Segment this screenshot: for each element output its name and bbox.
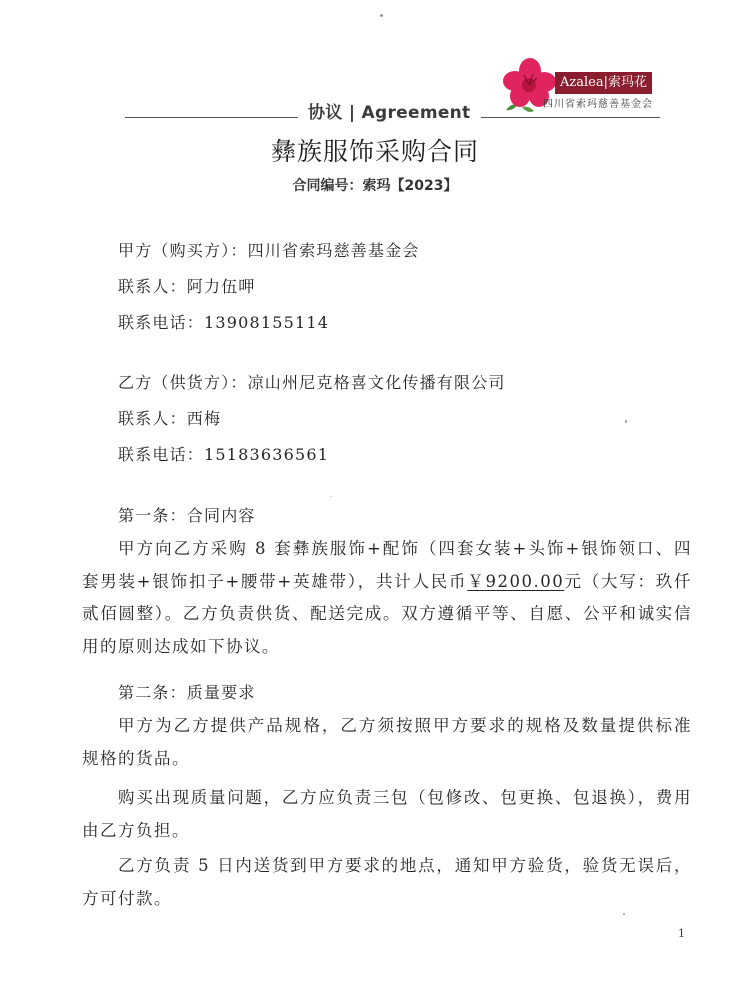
party-b-contact: 联系人：西梅 <box>118 409 222 428</box>
article2-para2: 购买出现质量问题，乙方应负责三包（包修改、包更换、包退换），费用由乙方负担。 <box>82 788 692 840</box>
contract-amount: ￥9200.00 <box>467 571 565 591</box>
party-a-name: 甲方（购买方）：四川省索玛慈善基金会 <box>118 241 420 260</box>
article1-heading: 第一条：合同内容 <box>118 506 256 525</box>
party-b-name: 乙方（供货方）：凉山州尼克格喜文化传播有限公司 <box>118 373 506 392</box>
logo-brand-text: Azalea|索玛花 <box>555 72 652 94</box>
party-b-phone: 联系电话：15183636561 <box>118 445 330 464</box>
logo-org-text: 四川省索玛慈善基金会 <box>543 99 653 110</box>
scan-speck <box>380 14 383 17</box>
article2-para1: 甲方为乙方提供产品规格，乙方须按照甲方要求的规格及数量提供标准规格的货品。 <box>82 716 692 768</box>
article1-body <box>82 533 692 663</box>
document-title: 彝族服饰采购合同 <box>270 137 479 166</box>
article1-text-before: 甲方向乙方采购 8 套彝族服饰+配饰（四套女装+头饰+银饰领口、四套男装+银饰扣子+腰带+英雄带），共计人民币 <box>82 539 692 591</box>
scan-speck <box>623 913 625 915</box>
party-a-phone: 联系电话：13908155114 <box>118 313 330 332</box>
party-a-contact: 联系人：阿力伍呷 <box>118 277 256 296</box>
agreement-label: 协议 | Agreement <box>298 100 481 126</box>
scan-speck <box>625 420 627 423</box>
article2-heading: 第二条：质量要求 <box>118 683 256 702</box>
contract-number: 合同编号：索玛【2023】 <box>292 178 458 194</box>
article1-text-after: 元（大写：玖仟贰佰圆整）。乙方负责供货、配送完成。双方遵循平等、自愿、公平和诚实信用的原则达成如下协议。 <box>82 571 692 656</box>
article2-para3: 乙方负责 5 日内送货到甲方要求的地点，通知甲方验货，验货无误后，方可付款。 <box>82 856 692 908</box>
scan-speck <box>330 496 332 497</box>
azalea-logo <box>500 55 675 115</box>
page-number: 1 <box>678 927 685 940</box>
